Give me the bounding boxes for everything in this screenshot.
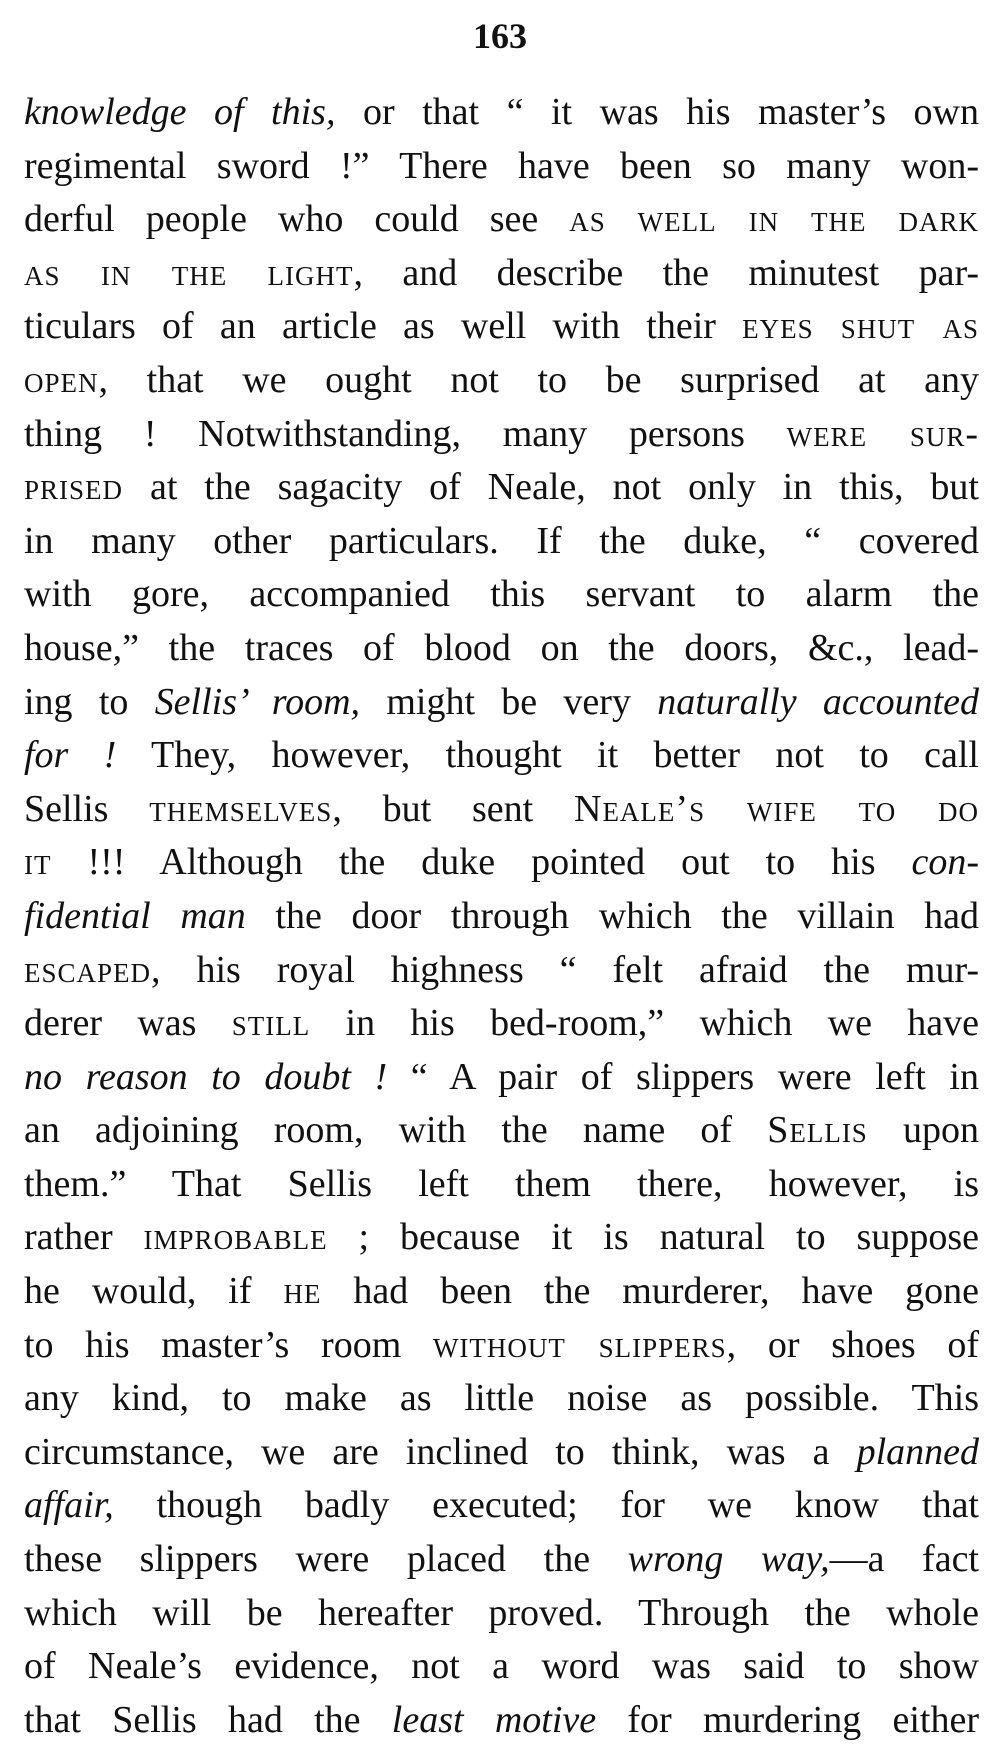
- text-line: [24, 676, 979, 730]
- text-segment: regimental sword !” There have been so many won-: [24, 144, 979, 187]
- text-segment: as in the light: [24, 251, 354, 294]
- body-text: [24, 86, 979, 1747]
- text-line: [24, 890, 979, 944]
- text-segment: Neale’s wife to do: [574, 787, 979, 830]
- text-line: [24, 1372, 979, 1426]
- text-segment: in many other particulars. If the duke, “ covered: [24, 519, 979, 562]
- text-segment: which will be hereafter proved. Through the whole: [24, 1591, 979, 1634]
- text-segment: knowledge of this,: [24, 91, 336, 133]
- text-segment: , or shoes of: [726, 1323, 979, 1366]
- text-segment: derer was: [24, 1002, 232, 1045]
- text-line: [24, 140, 979, 194]
- text-line: [24, 622, 979, 676]
- text-segment: with gore, accompanied this servant to alarm the: [24, 573, 979, 616]
- text-line: [24, 1640, 979, 1694]
- text-line: [24, 1104, 979, 1158]
- text-line: [24, 1694, 979, 1748]
- text-segment: Sellis: [24, 787, 150, 830]
- text-segment: the door through which the villain had: [245, 894, 979, 937]
- text-line: [24, 1479, 979, 1533]
- text-segment: of Neale’s evidence, not a word was said to show: [24, 1645, 979, 1688]
- text-segment: wrong way,: [627, 1538, 830, 1581]
- text-segment: an adjoining room, with the name of: [24, 1109, 768, 1152]
- text-segment: naturally accounted: [657, 680, 980, 723]
- text-line: [24, 836, 979, 890]
- text-segment: They, however, thought it better not to call: [116, 734, 979, 777]
- text-line: [24, 300, 979, 354]
- text-segment: open: [24, 358, 99, 401]
- text-line: [24, 997, 979, 1051]
- text-segment: might be very: [360, 680, 658, 723]
- text-segment: or that “ it was his master’s own: [335, 91, 979, 133]
- text-segment: without slippers: [432, 1323, 727, 1366]
- text-segment: Sellis’ room,: [154, 680, 361, 723]
- text-segment: no reason to doubt !: [24, 1055, 388, 1098]
- text-segment: it: [24, 841, 52, 884]
- text-line: [24, 354, 979, 408]
- text-segment: though badly executed; for we know that: [113, 1484, 979, 1527]
- text-segment: !!! Although the duke pointed out to his: [51, 841, 912, 884]
- text-segment: ing to: [24, 680, 155, 723]
- text-line: [24, 86, 979, 140]
- text-segment: con-: [911, 841, 979, 884]
- text-line: [24, 1426, 979, 1480]
- text-segment: at the sagacity of Neale, not only in this, but: [123, 466, 979, 509]
- text-segment: in his bed-room,” which we have: [310, 1002, 979, 1045]
- text-segment: he: [283, 1270, 322, 1313]
- text-segment: as well in the dark: [569, 198, 979, 241]
- text-line: [24, 944, 979, 998]
- text-line: [24, 461, 979, 515]
- text-segment: them.” That Sellis left them there, however, is: [24, 1162, 979, 1205]
- text-segment: , but sent: [332, 787, 574, 830]
- page-number: 163: [473, 16, 527, 56]
- text-segment: ticulars of an article as well with their: [24, 305, 743, 348]
- text-segment: fidential man: [24, 894, 246, 937]
- text-line: [24, 408, 979, 462]
- text-line: [24, 1533, 979, 1587]
- text-segment: ; because it is natural to suppose: [327, 1216, 979, 1259]
- text-segment: themselves: [149, 787, 333, 830]
- text-line: [24, 1319, 979, 1373]
- text-segment: , and describe the minutest par-: [353, 251, 979, 294]
- text-line: [24, 193, 979, 247]
- text-line: [24, 247, 979, 301]
- text-segment: improbable: [143, 1216, 328, 1259]
- text-segment: Sellis: [767, 1109, 868, 1152]
- text-line: [24, 1211, 979, 1265]
- text-segment: these slippers were placed the: [24, 1538, 628, 1581]
- text-segment: any kind, to make as little noise as possible. This: [24, 1377, 979, 1420]
- text-line: [24, 783, 979, 837]
- text-segment: were sur-: [786, 412, 979, 455]
- text-segment: still: [231, 1002, 311, 1045]
- text-segment: escaped: [24, 948, 152, 991]
- text-line: [24, 1587, 979, 1641]
- text-segment: that Sellis had the: [24, 1698, 392, 1741]
- text-segment: eyes shut as: [742, 305, 979, 348]
- text-segment: circumstance, we are inclined to think, was a: [24, 1430, 857, 1473]
- text-segment: to his master’s room: [24, 1323, 433, 1366]
- text-segment: had been the murderer, have gone: [321, 1270, 979, 1313]
- text-segment: , that we ought not to be surprised at any: [98, 358, 979, 401]
- text-segment: —a fact: [829, 1538, 979, 1581]
- text-segment: derful people who could see: [24, 198, 570, 241]
- text-line: [24, 1265, 979, 1319]
- text-segment: prised: [24, 466, 124, 509]
- text-segment: affair,: [24, 1484, 114, 1527]
- text-segment: least motive: [391, 1698, 597, 1741]
- text-segment: he would, if: [24, 1270, 284, 1313]
- text-segment: , his royal highness “ felt afraid the mur-: [151, 948, 979, 991]
- text-segment: thing ! Notwithstanding, many persons: [24, 412, 787, 455]
- text-segment: planned: [856, 1430, 979, 1473]
- text-line: [24, 568, 979, 622]
- text-segment: house,” the traces of blood on the doors, &c., lead-: [24, 626, 979, 669]
- text-segment: for murdering either: [596, 1698, 979, 1741]
- text-segment: “ A pair of slippers were left in: [387, 1055, 979, 1098]
- text-segment: upon: [867, 1109, 979, 1152]
- text-segment: for !: [24, 734, 117, 777]
- text-line: [24, 1051, 979, 1105]
- text-line: [24, 1158, 979, 1212]
- text-line: [24, 729, 979, 783]
- text-segment: rather: [24, 1216, 144, 1259]
- text-line: [24, 515, 979, 569]
